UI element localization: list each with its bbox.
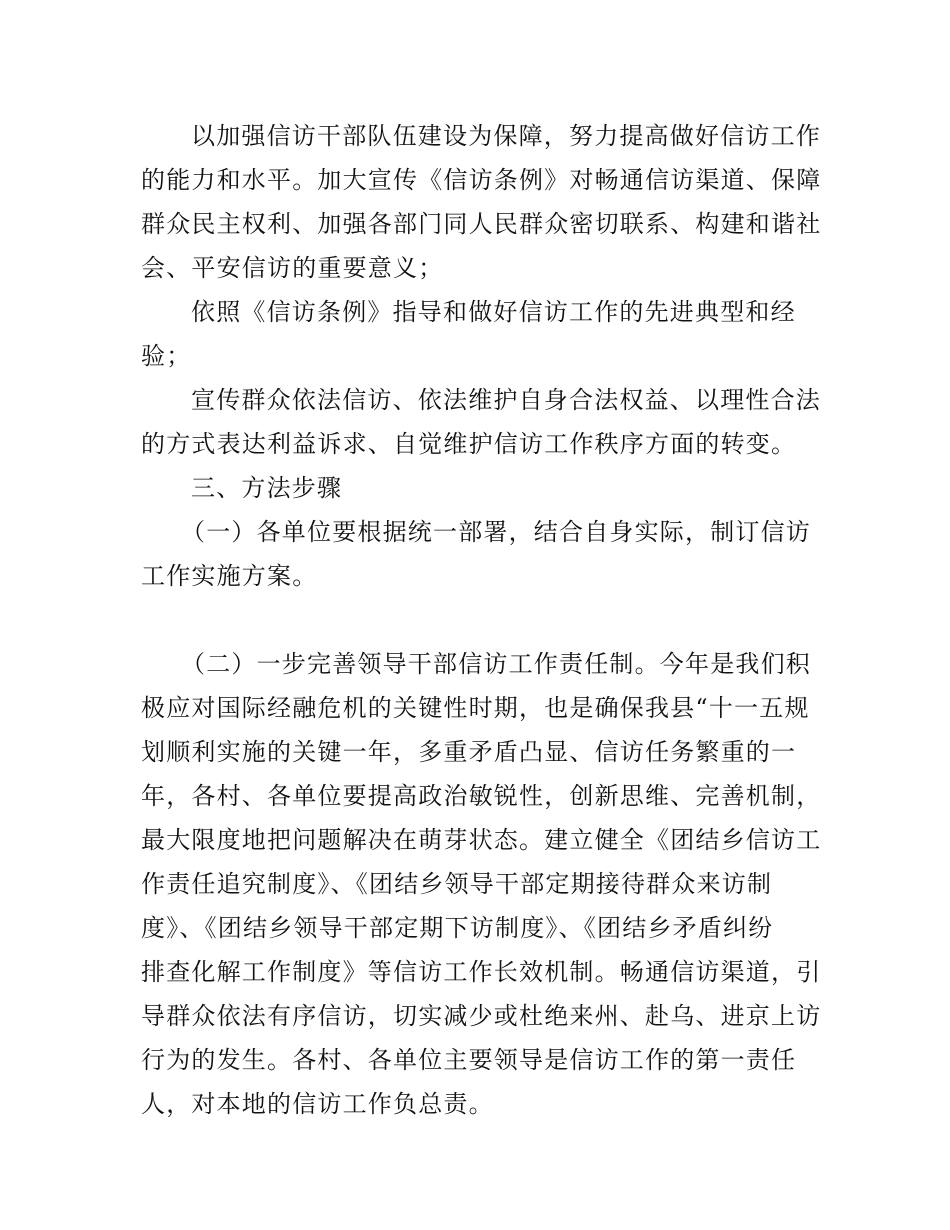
step-2-line-7: 度》、《团结乡领导干部定期下访制度》、《团结乡矛盾纠纷 bbox=[141, 914, 774, 942]
step-2-line-4: 年，各村、各单位要提高政治敏锐性，创新思维、完善机制， bbox=[141, 782, 822, 810]
step-2-line-2: 极应对国际经融危机的关键性时期，也是确保我县“十一五规 bbox=[141, 694, 810, 722]
paragraph-3-line-2: 的方式表达利益诉求、自觉维护信访工作秩序方面的转变。 bbox=[141, 430, 797, 458]
paragraph-2-line-1: 依照《信访条例》指导和做好信访工作的先进典型和经 bbox=[191, 298, 796, 326]
step-2-line-3: 划顺利实施的关键一年，多重矛盾凸显、信访任务繁重的一 bbox=[141, 738, 797, 766]
step-2-line-10: 行为的发生。各村、各单位主要领导是信访工作的第一责任 bbox=[141, 1046, 797, 1074]
paragraph-1-line-4: 会、平安信访的重要意义； bbox=[141, 254, 444, 282]
paragraph-1-line-2: 的能力和水平。加大宣传《信访条例》对畅通信访渠道、保障 bbox=[141, 166, 822, 194]
paragraph-1-line-1: 以加强信访干部队伍建设为保障，努力提高做好信访工作 bbox=[191, 122, 821, 150]
step-1-line-2: 工作实施方案。 bbox=[141, 562, 318, 590]
step-2-line-1: （二）一步完善领导干部信访工作责任制。今年是我们积 bbox=[181, 650, 811, 678]
step-2-line-9: 导群众依法有序信访，切实减少或杜绝来州、赴乌、进京上访 bbox=[141, 1002, 822, 1030]
paragraph-3-line-1: 宣传群众依法信访、依法维护自身合法权益、以理性合法 bbox=[191, 386, 821, 414]
step-2-line-5: 最大限度地把问题解决在萌芽状态。建立健全《团结乡信访工 bbox=[141, 826, 822, 854]
step-2-line-8: 排查化解工作制度》等信访工作长效机制。畅通信访渠道，引 bbox=[141, 958, 822, 986]
step-2-line-6: 作责任追究制度》、《团结乡领导干部定期接待群众来访制 bbox=[141, 870, 773, 898]
paragraph-2-line-2: 验； bbox=[141, 342, 192, 370]
step-2-line-11: 人，对本地的信访工作负总责。 bbox=[141, 1090, 494, 1118]
paragraph-1-line-3: 群众民主权利、加强各部门同人民群众密切联系、构建和谐社 bbox=[141, 210, 822, 238]
section-heading: 三、方法步骤 bbox=[191, 474, 343, 502]
step-1-line-1: （一）各单位要根据统一部署，结合自身实际，制订信访 bbox=[181, 518, 811, 546]
